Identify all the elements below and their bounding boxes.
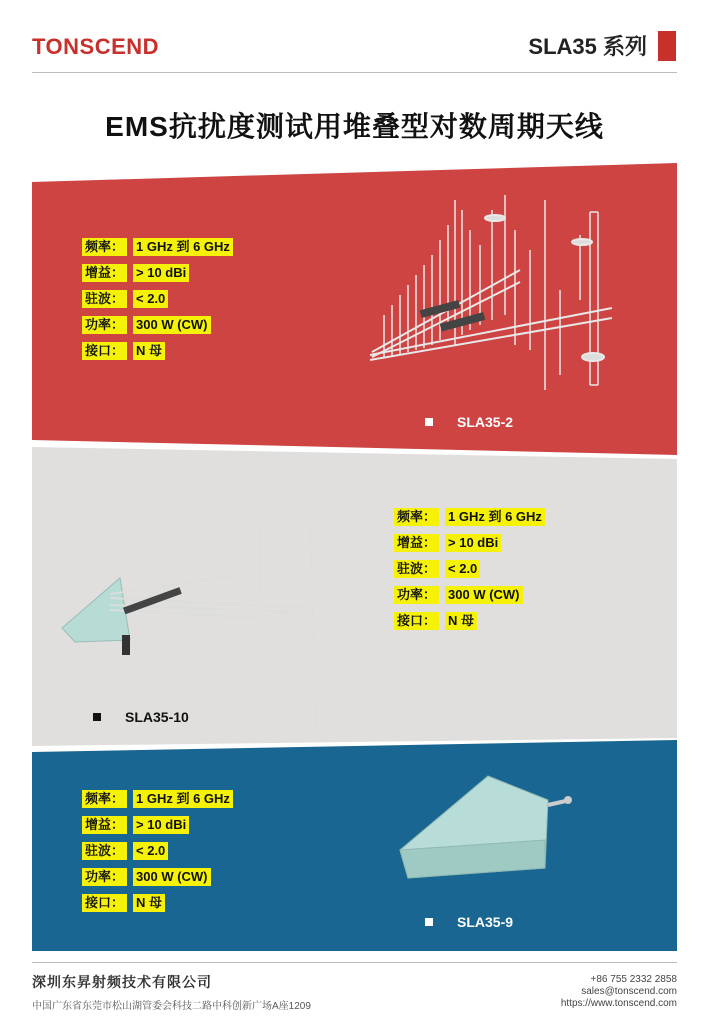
spec-key: 接口： [394,612,439,630]
model-label: SLA35-2 [457,414,514,430]
spec-row [82,841,233,861]
spec-row [394,559,545,579]
spec-key: 接口： [82,342,127,360]
series-label: SLA35 系列 [528,34,647,59]
spec-row [82,315,233,335]
spec-key: 频率： [82,238,127,256]
caption-sla35-9 [425,914,513,930]
spec-row [82,789,233,809]
sla35-9-antenna-image [400,776,572,878]
spec-row [394,585,545,605]
square-bullet-icon [93,713,101,721]
company-address: 中国广东省东莞市松山湖管委会科技二路中科创新广场A座1209 [32,1001,311,1012]
spec-key: 功率： [82,316,127,334]
footer-divider [32,962,677,963]
spec-row [82,341,233,361]
spec-key: 增益： [394,534,439,552]
spec-value: 300 W (CW) [445,586,523,604]
spec-value: 300 W (CW) [133,316,211,334]
spec-key: 频率： [394,508,439,526]
spec-row [82,263,233,283]
spec-row [82,289,233,309]
spec-value: 1 GHz 到 6 GHz [133,238,233,256]
spec-row [394,507,545,527]
spec-value: N 母 [133,342,165,360]
spec-value: < 2.0 [445,560,480,578]
company-name: 深圳东昇射频技术有限公司 [32,974,212,990]
spec-value: > 10 dBi [133,264,189,282]
spec-row [82,867,233,887]
spec-key: 接口： [82,894,127,912]
caption-sla35-2 [425,414,513,430]
spec-key: 增益： [82,816,127,834]
spec-key: 增益： [82,264,127,282]
spec-row [82,815,233,835]
spec-value: 1 GHz 到 6 GHz [133,790,233,808]
page-title: EMS抗扰度测试用堆叠型对数周期天线 [105,111,604,142]
sla35-10-antenna-image [62,462,316,735]
spec-row [394,611,545,631]
spec-row [82,893,233,913]
email-link[interactable]: sales@tonscend.com [581,986,677,997]
sla35-2-antenna-image [370,195,612,390]
spec-table-sla35-10 [394,507,545,637]
website-link[interactable]: https://www.tonscend.com [560,998,677,1009]
spec-value: 300 W (CW) [133,868,211,886]
spec-value: > 10 dBi [445,534,501,552]
spec-key: 功率： [82,868,127,886]
spec-key: 驻波： [82,290,127,308]
spec-key: 功率： [394,586,439,604]
square-bullet-icon [425,918,433,926]
spec-table-sla35-2 [82,237,233,367]
model-label: SLA35-10 [125,709,189,725]
spec-value: > 10 dBi [133,816,189,834]
spec-value: < 2.0 [133,842,168,860]
spec-row [394,533,545,553]
spec-row [82,237,233,257]
spec-value: < 2.0 [133,290,168,308]
square-bullet-icon [425,418,433,426]
spec-value: N 母 [133,894,165,912]
caption-sla35-10 [93,709,189,725]
spec-key: 驻波： [394,560,439,578]
spec-value: N 母 [445,612,477,630]
model-label: SLA35-9 [457,914,514,930]
phone-number: +86 755 2332 2858 [590,974,677,985]
spec-key: 频率： [82,790,127,808]
spec-key: 驻波： [82,842,127,860]
company-logo: TONSCEND [32,34,160,59]
spec-table-sla35-9 [82,789,233,919]
spec-value: 1 GHz 到 6 GHz [445,508,545,526]
